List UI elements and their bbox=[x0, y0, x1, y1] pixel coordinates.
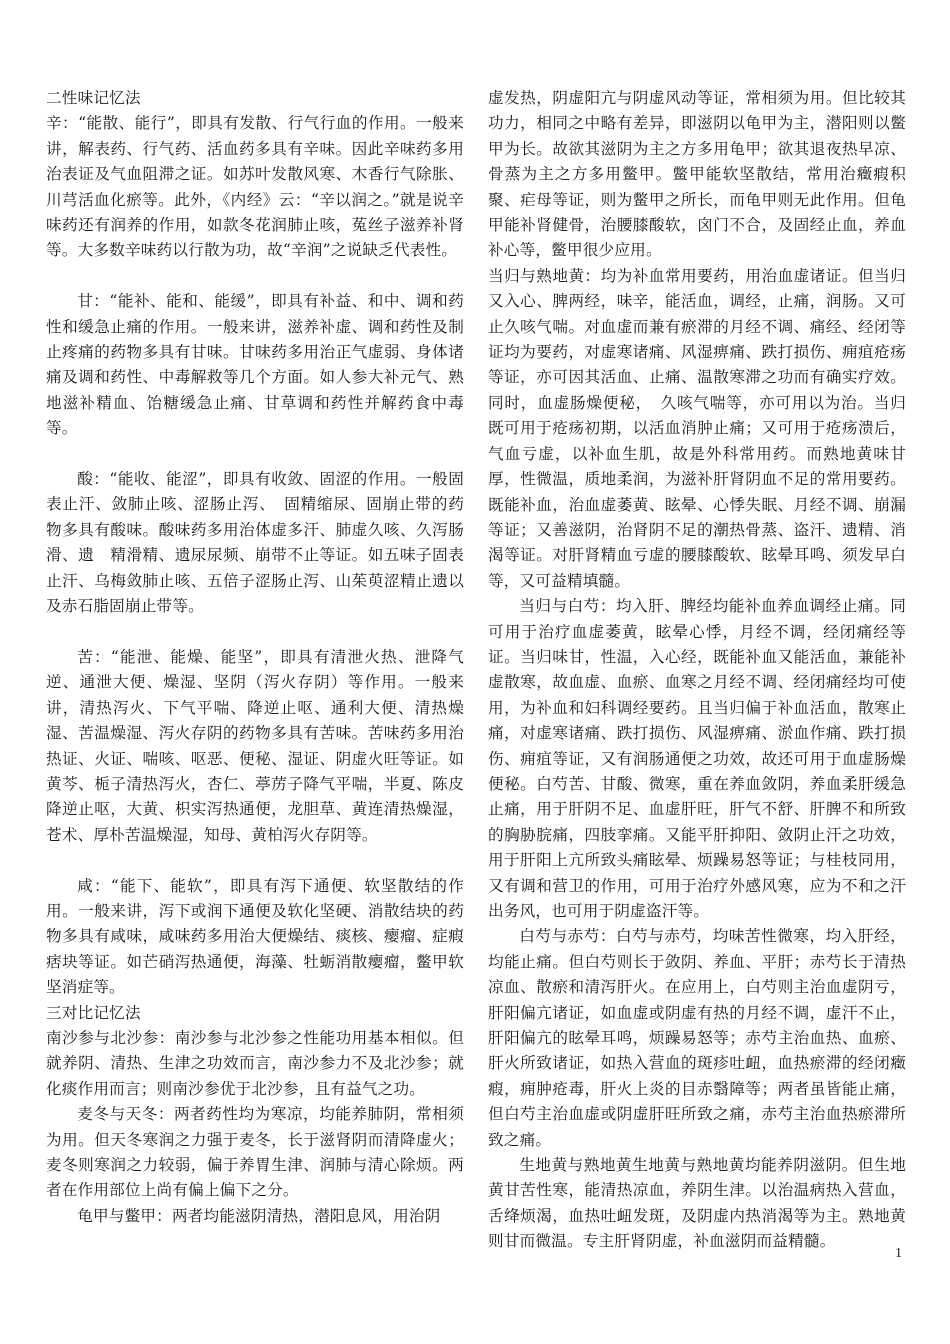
section-heading-comparison: 三对比记忆法 bbox=[46, 1003, 141, 1022]
paragraph-sweet: 甘：“能补、能和、能缓”，即具有补益、和中、调和药性和缓急止痛的作用。一般来讲，滋养补虚、调和药性及制止疼痛的药物多具有甘味。甘味药多用治正气虚弱、身体诸痛及调和药性、中毒解救等几个方面。如人参大补元气、熟地滋补精血、饴糖缓急止痛、甘草调和药性并解药食中毒等。 bbox=[46, 292, 464, 438]
paragraph-gap bbox=[46, 620, 464, 645]
paragraph-gap bbox=[46, 264, 464, 289]
paragraph-shashen: 南沙参与北沙参：南沙参与北沙参之性能功用基本相似。但就养阴、清热、生津之功效而言，南沙参力不及北沙参；就化痰作用而言；则南沙参优于北沙参，且有益气之功。 bbox=[46, 1028, 464, 1098]
paragraph-gap bbox=[46, 442, 464, 467]
paragraph-guijia-biejia: 龟甲与鳖甲：两者均能滋阴清热，潜阳息风，用治阴 bbox=[77, 1206, 441, 1225]
paragraph-shengdi-shudi: 生地黄与熟地黄生地黄与熟地黄均能养阴滋阴。但生地黄甘苦性寒，能清热凉血，养阴生津。以治温病热入营血，舌绛烦渴，血热吐衄发斑，及阴虚内热消渴等为主。熟地黄则甘而微温。专主肝肾阴虚，补血滋阴而益精髓。 bbox=[488, 1156, 906, 1251]
paragraph-sour: 酸：“能收、能涩”，即具有收敛、固涩的作用。一般固表止汗、敛肺止咳、涩肠止泻、 固精缩尿、固崩止带的药物多具有酸味。酸味药多用治体虚多汗、肺虚久咳、久泻肠滑、遗 精滑精、遗尿尿频、崩带不止等证。如五味子固表止汗、乌梅敛肺止咳、五倍子涩肠止泻、山茱萸涩精止遗以及赤石脂固崩止带等。 bbox=[46, 470, 464, 616]
paragraph-pungent: 辛：“能散、能行”，即具有发散、行气行血的作用。一般来讲，解表药、行气药、活血药多具有辛味。因此辛味药多用治表证及气血阻滞之证。如苏叶发散风寒、木香行气除胀、川芎活血化瘀等。此外，《内经》云：“辛以润之。”就是说辛味药还有润养的作用，如款冬花润肺止咳，菟丝子滋养补肾等。大多数辛味药以行散为功，故“辛润”之说缺乏代表性。 bbox=[46, 114, 464, 260]
section-heading-flavor: 二性味记忆法 bbox=[46, 89, 141, 107]
page-number: 1 bbox=[895, 1246, 902, 1261]
paragraph-bitter: 苦：“能泄、能燥、能坚”，即具有清泄火热、泄降气逆、通泄大便、燥湿、坚阴（泻火存阴）等作用。一般来讲，清热泻火、下气平喘、降逆止呕、通利大便、清热燥湿、苦温燥湿、泻火存阴的药物多具有苦味。苦味药多用治热证、火证、喘咳、呕恶、便秘、湿证、阴虚火旺等证。如黄芩、栀子清热泻火，杏仁、葶苈子降气平喘，半夏、陈皮降逆止呕，大黄、枳实泻热通便，龙胆草、黄连清热燥湿，苍术、厚朴苦温燥湿，知母、黄柏泻火存阴等。 bbox=[46, 647, 464, 844]
paragraph-danggui-baishao: 当归与白芍：均入肝、脾经均能补血养血调经止痛。同可用于治疗血虚萎黄，眩晕心悸，月经不调，经闭痛经等证。当归味甘，性温，入心经，既能补血又能活血，兼能补虚散寒，故血虚、血瘀、血寒之月经不调、经闭痛经均可使用，为补血和妇科调经要药。且当归偏于补血活血，散寒止痛，对虚寒诸痛、跌打损伤、风湿痹痛、淤血作痛、跌打损伤、痈疽等证，又有润肠通便之功效，故还可用于血虚肠燥便秘。白芍苦、甘酸、微寒，重在养血敛阴，养血柔肝缓急止痛，用于肝阴不足、血虚肝旺，肝气不舒、肝脾不和所致的胸胁脘痛，四肢挛痛。又能平肝抑阳、敛阴止汗之功效，用于肝阳上亢所致头痛眩晕、烦躁易怒等证；与桂枝同用，又有调和营卫的作用，可用于治疗外感风寒，应为不和之汗出务风，也可用于阴虚盗汗等。 bbox=[488, 597, 906, 920]
paragraph-gap bbox=[46, 848, 464, 873]
paragraph-guijia-biejia-cont: 虚发热，阴虚阳亢与阴虚风动等证，常相须为用。但比较其功力，相同之中略有差异，即滋阴以龟甲为主，潜阳则以鳖甲为长。故欲其滋阴为主之方多用龟甲；欲其退夜热早凉、骨蒸为主之方多用鳖甲。鳖甲能软坚散结，常用治癥瘕积聚、疟母等证，则为鳖甲之所长，而龟甲则无此作用。但龟甲能补肾健骨，治腰膝酸软，囟门不合，及固经止血，养血补心等，鳖甲很少应用。 bbox=[488, 89, 906, 260]
paragraph-danggui-shudi: 当归与熟地黄：均为补血常用要药，用治血虚诸证。但当归又入心、脾两经，味辛，能活血，调经，止痛，润肠。又可止久咳气喘。对血虚而兼有瘀滞的月经不调、痛经、经闭等证均为要药，对虚寒诸痛、风湿痹痛、跌打损伤、痈疽疮疡等证，亦可因其活血、止痛、温散寒滞之功而有确实疗效。同时，血虚肠燥便秘， 久咳气喘等，亦可用以为治。当归既可用于疮疡初期，以活血消肿止痛；又可用于疮疡溃后，气血亏虚，以补血生肌，故是外科常用药。而熟地黄味甘厚，性微温，质地柔润，为滋补肝肾阴血不足的常用要药。既能补血，治血虚萎黄、眩晕、心悸失眠、月经不调、崩漏等证；又善滋阴，治肾阴不足的潮热骨蒸、盗汗、遗精、消渴等证。对肝肾精血亏虚的腰膝酸软、眩晕耳鸣、须发早白等，又可益精填髓。 bbox=[488, 266, 906, 590]
paragraph-salty: 咸：“能下、能软”，即具有泻下通便、软坚散结的作用。一般来讲，泻下或润下通便及软化坚硬、消散结块的药物多具有咸味，咸味药多用治大便燥结、痰核、瘿瘤、症瘕痞块等证。如芒硝泻热通便，海藻、牡蛎消散瘿瘤，鳖甲软坚消症等。 bbox=[46, 876, 464, 997]
left-column bbox=[46, 86, 464, 1229]
paragraph-maidong-tiandong: 麦冬与天冬：两者药性均为寒凉，均能养肺阴，常相须为用。但天冬寒润之力强于麦冬，长于滋肾阴而清降虚火；麦冬则寒润之力较弱，偏于养胃生津、润肺与清心除烦。两者在作用部位上尚有偏上偏下之分。 bbox=[46, 1105, 464, 1200]
right-column bbox=[488, 86, 906, 1255]
paragraph-baishao-chishao: 白芍与赤芍：白芍与赤芍，均味苦性微寒，均入肝经，均能止痛。但白芍则长于敛阴、养血、平肝；赤芍长于清热凉血、散瘀和清泻肝火。在应用上，白芍则主治血虚阴亏，肝阳偏亢诸证，如血虚或阴虚有热的月经不调，虚汗不止，肝阳偏亢的眩晕耳鸣，烦躁易怒等；赤芍主治血热、血瘀、肝火所致诸证，如热入营血的斑疹吐衄，血热瘀滞的经闭癥瘕，痈肿疮毒，肝火上炎的目赤翳障等；两者虽皆能止痛，但白芍主治血虚或阴虚肝旺所致之痛，赤芍主治血热瘀滞所致之痛。 bbox=[488, 927, 906, 1149]
